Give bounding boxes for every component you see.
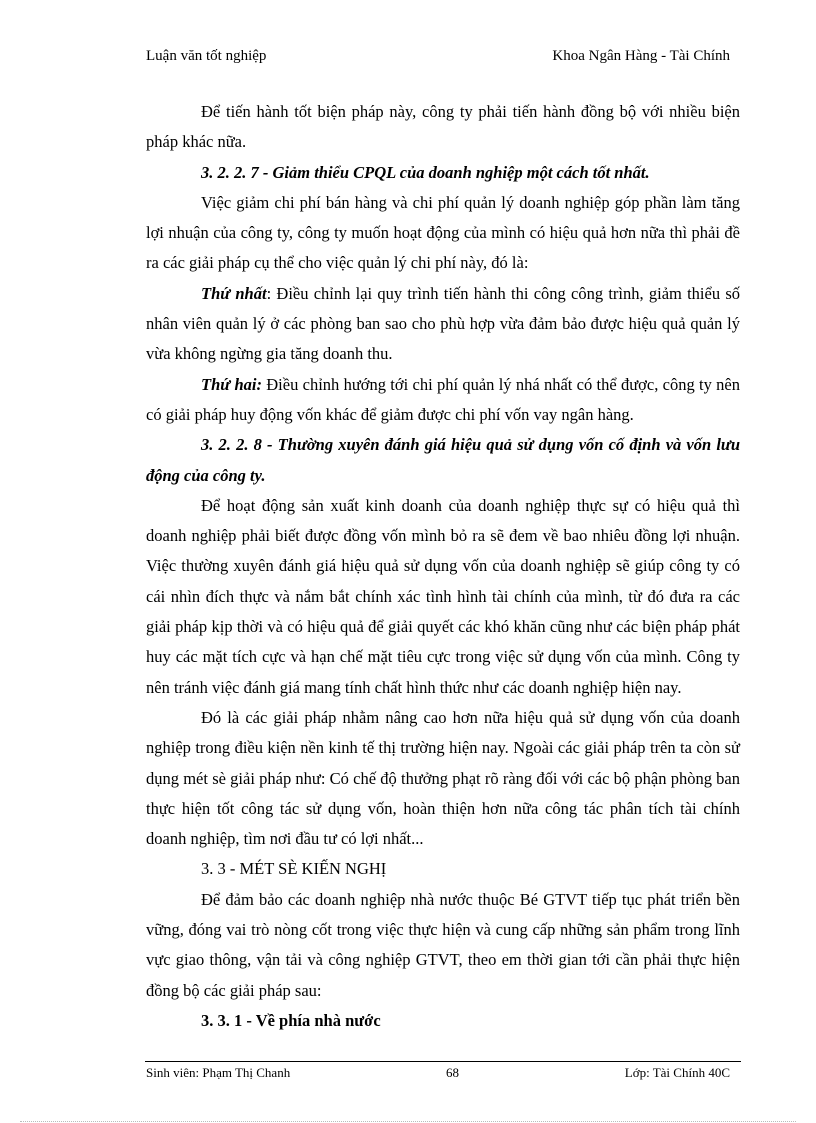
footer-class: Lớp: Tài Chính 40C <box>624 1065 730 1080</box>
lead-second: Thứ hai: <box>201 374 262 394</box>
section-heading-3-2-2-7: 3. 2. 2. 7 - Giảm thiểu CPQL của doanh nghiệp một cách tốt nhất. <box>201 162 650 182</box>
header-thesis-title: Luận văn tốt nghiệp <box>146 48 267 64</box>
paragraph-cost-reduction: Việc giảm chi phí bán hàng và chi phí quản lý doanh nghiệp góp phần làm tăng lợi nhuận của công ty, công ty muốn hoạt động của mình có hiệu quả hơn nữa thì phải đề ra các giải pháp cụ thể cho việc quản lý chi phí này, đó là: <box>146 192 740 273</box>
header-faculty: Khoa Ngân Hàng - Tài Chính <box>552 48 730 64</box>
paragraph-second-measure <box>146 370 740 431</box>
paragraph-summary: Đó là các giải pháp nhằm nâng cao hơn nữa hiệu quả sử dụng vốn của doanh nghiệp trong điều kiện nền kinh tế thị trường hiện nay. Ngoài các giải pháp trên ta còn sử dụng mét sè giải pháp như: Có chế độ thưởng phạt rõ ràng đối với các bộ phận phòng ban thực hiện tốt công tác sử dụng vốn, hoàn thiện hơn nữa công tác phân tích tài chính doanh nghiệp, tìm nơi đầu tư có lợi nhất... <box>146 707 740 849</box>
footer-divider <box>145 1061 741 1062</box>
paragraph-first-measure <box>146 279 740 370</box>
section-heading-3-2-2-8: 3. 2. 2. 8 - Thường xuyên đánh giá hiệu quả sử dụng vốn cố định và vốn lưu động của công ty. <box>146 435 740 485</box>
paragraph-recommendations: Để đảm bảo các doanh nghiệp nhà nước thuộc Bé GTVT tiếp tục phát triển bền vững, đóng vai trò nòng cốt trong việc thực hiện và cung cấp những sản phẩm trong lĩnh vực giao thông, vận tải và công nghiệp GTVT, theo em thời gian tới cần phải thực hiện đồng bộ các giải pháp sau: <box>146 889 740 1000</box>
page-number: 68 <box>446 1065 459 1080</box>
paragraph-capital-evaluation: Để hoạt động sản xuất kinh doanh của doanh nghiệp thực sự có hiệu quả thì doanh nghiệp phải biết được đồng vốn mình bỏ ra sẽ đem về bao nhiêu đồng lợi nhuận. Việc thường xuyên đánh giá hiệu quả sử dụng vốn của doanh nghiệp sẽ giúp công ty có cái nhìn đích thực và nắm bắt chính xác tình hình tài chính của mình, từ đó đưa ra các giải pháp kịp thời và có hiệu quả để giải quyết các khó khăn cũng như các biện pháp phát huy các mặt tích cực và hạn chế mặt tiêu cực trong việc sử dụng vốn của mình. Công ty nên tránh việc đánh giá mang tính chất hình thức như các doanh nghiệp hiện nay. <box>146 495 740 697</box>
document-body <box>146 97 740 1036</box>
paragraph-intro: Để tiến hành tốt biện pháp này, công ty phải tiến hành đồng bộ với nhiều biện pháp khác nữa. <box>146 102 740 152</box>
footer-student: Sinh viên: Phạm Thị Chanh <box>146 1065 291 1080</box>
section-heading-3-3: 3. 3 - MÉT SÈ KIẾN NGHỊ <box>201 859 387 879</box>
second-measure-text: Điều chỉnh hướng tới chi phí quản lý nhá nhất có thể được, công ty nên có giải pháp huy động vốn khác để giảm được chi phí vốn vay ngân hàng. <box>146 374 740 424</box>
first-measure-text: : Điều chỉnh lại quy trình tiến hành thi công công trình, giảm thiểu số nhân viên quản lý ở các phòng ban sao cho phù hợp vừa đảm bảo được hiệu quả quản lý vừa không ngừng gia tăng doanh thu. <box>146 283 741 364</box>
page-edge-divider <box>20 1121 796 1122</box>
lead-first: Thứ nhất <box>201 283 267 303</box>
section-heading-3-3-1: 3. 3. 1 - Về phía nhà nước <box>201 1010 381 1030</box>
